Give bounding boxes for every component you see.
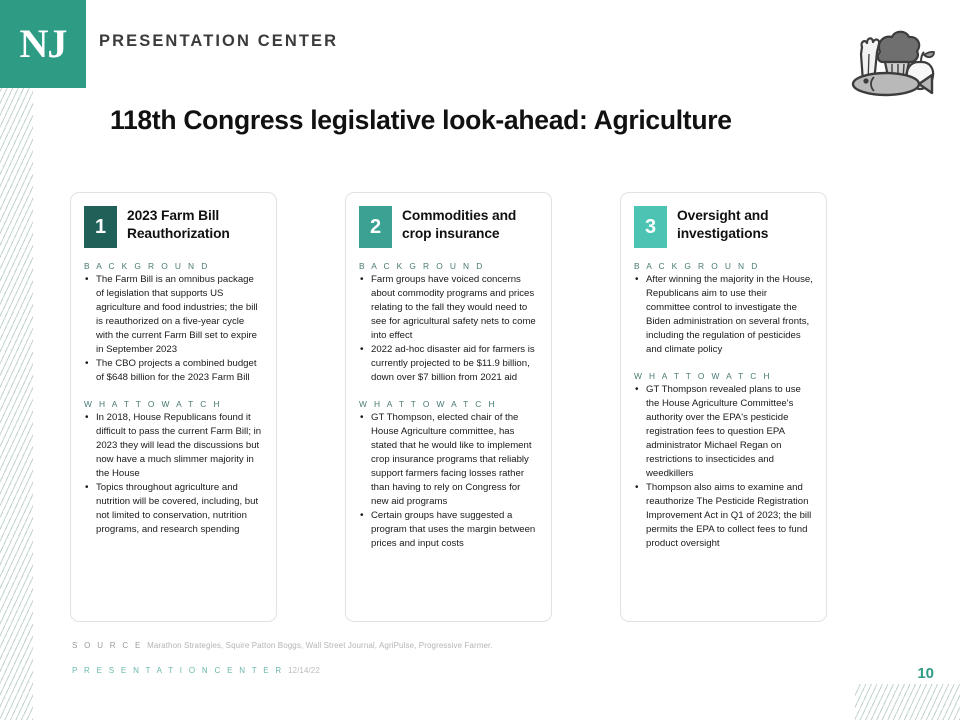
- cards-row: [70, 192, 895, 622]
- footer-source-label: S O U R C E: [72, 641, 143, 651]
- footer-source-value: Marathon Strategies, Squire Patton Boggs, Wall Street Journal, AgriPulse, Progressive Farmer.: [147, 641, 493, 651]
- agriculture-food-icon: [836, 22, 942, 100]
- card-3-section-1-bullets: [634, 273, 813, 357]
- brand-title: PRESENTATION CENTER: [99, 32, 339, 50]
- list-item: • Farm groups have voiced concerns about commodity programs and prices relating to the fall they would need to see for agricultural safety nets to come into effect: [359, 273, 538, 343]
- card-1-number-badge: 1: [84, 206, 117, 248]
- card-1-section-2-bullets: [84, 411, 263, 537]
- list-item: • The Farm Bill is an omnibus package of legislation that supports US agriculture and food industries; the bill is reauthorized on a five-year cycle with the current Farm Bill set to expire in September 2023: [84, 273, 263, 357]
- footer-presentation-label: P R E S E N T A T I O N C E N T E R: [72, 666, 284, 676]
- nj-logo-block: [0, 0, 86, 88]
- bottom-right-stripe-decoration: [855, 684, 960, 720]
- list-item: • After winning the majority in the House, Republicans aim to use their committee control to investigate the Biden administration on several fronts, including the regulation of pesticides and climate policy: [634, 273, 813, 357]
- card-2-section-2-label: W H A T T O W A T C H: [359, 399, 497, 409]
- card-2-title: Commodities and crop insurance: [402, 208, 517, 241]
- left-stripe-decoration: [0, 88, 33, 720]
- list-item: • Certain groups have suggested a program that uses the margin between prices and input costs: [359, 509, 538, 551]
- list-item: • 2022 ad-hoc disaster aid for farmers is currently projected to be $11.9 billion, down over $7 billion from 2021 aid: [359, 343, 538, 385]
- card-3[interactable]: [620, 192, 827, 622]
- card-1-section-1-bullets: [84, 273, 263, 385]
- footer-presentation-line: [72, 657, 493, 682]
- list-item: • GT Thompson, elected chair of the House Agriculture committee, has stated that he would like to implement crop insurance programs that reliably support farmers facing losses rather than having to rely on Congress for new aid programs: [359, 411, 538, 509]
- card-3-section-1-label: B A C K G R O U N D: [634, 261, 760, 271]
- nj-logo-text: NJ: [19, 21, 67, 66]
- list-item: • In 2018, House Republicans found it difficult to pass the current Farm Bill; in 2023 they will lead the discussions but now have a much slimmer majority in the House: [84, 411, 263, 481]
- list-item: • Topics throughout agriculture and nutrition will be covered, including, but not limited to conservation, nutrition programs, and research spending: [84, 481, 263, 537]
- footer-date: 12/14/22: [287, 666, 320, 676]
- list-item: • The CBO projects a combined budget of $648 billion for the 2023 Farm Bill: [84, 357, 263, 385]
- footer-source-line: [72, 632, 493, 657]
- card-1-section-2-label: W H A T T O W A T C H: [84, 399, 222, 409]
- card-3-section-2-label: W H A T T O W A T C H: [634, 371, 772, 381]
- list-item: • Thompson also aims to examine and reauthorize The Pesticide Registration Improvement Act in Q1 of 2023; the bill permits the EPA to collect fees to fund product oversight: [634, 481, 813, 551]
- card-3-number-badge: 3: [634, 206, 667, 248]
- card-2-number-badge: 2: [359, 206, 392, 248]
- card-1-section-1-label: B A C K G R O U N D: [84, 261, 210, 271]
- list-item: • GT Thompson revealed plans to use the House Agriculture Committee's authority over the EPA's pesticide registration fees to question EPA administrator Michael Regan on restrictions to insecticides and weedkillers: [634, 383, 813, 481]
- card-2-header: [359, 206, 538, 248]
- footer: [72, 632, 493, 682]
- card-3-header: [634, 206, 813, 248]
- card-2-section-2-bullets: [359, 411, 538, 551]
- card-1-header: [84, 206, 263, 248]
- card-1-title: 2023 Farm Bill Reauthorization: [127, 208, 230, 241]
- page-number: 10: [917, 665, 934, 682]
- card-3-title: Oversight and investigations: [677, 208, 769, 241]
- card-2-section-1-bullets: [359, 273, 538, 385]
- card-2[interactable]: [345, 192, 552, 622]
- page-title: 118th Congress legislative look-ahead: Agriculture: [110, 105, 732, 135]
- card-3-section-2-bullets: [634, 383, 813, 551]
- card-1[interactable]: [70, 192, 277, 622]
- card-2-section-1-label: B A C K G R O U N D: [359, 261, 485, 271]
